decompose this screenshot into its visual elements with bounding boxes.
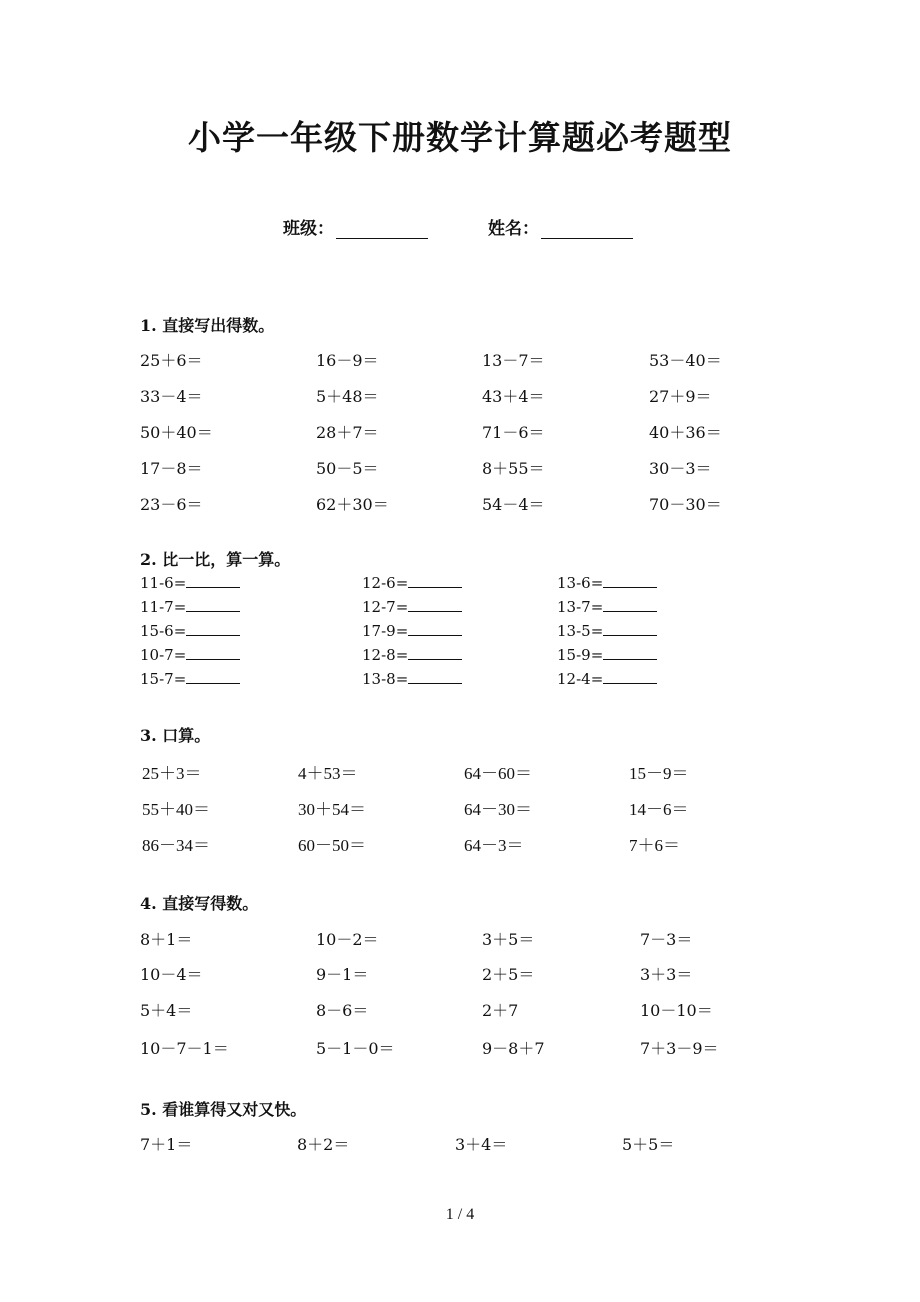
problem: 64－60＝ bbox=[464, 764, 532, 783]
problem: 12-6= bbox=[362, 572, 462, 592]
class-label: 班级： bbox=[283, 219, 334, 239]
class-field bbox=[283, 214, 428, 239]
problem: 50＋40＝ bbox=[140, 423, 213, 442]
answer-blank[interactable] bbox=[603, 668, 657, 684]
answer-blank[interactable] bbox=[408, 572, 462, 588]
problem: 5＋5＝ bbox=[622, 1135, 675, 1154]
problem: 14－6＝ bbox=[629, 800, 689, 819]
answer-blank[interactable] bbox=[603, 572, 657, 588]
problem-row bbox=[0, 620, 920, 644]
problem: 12-7= bbox=[362, 596, 462, 616]
problem: 53－40＝ bbox=[649, 351, 722, 370]
section-3-heading: 3. 口算。 bbox=[140, 726, 211, 745]
problem: 5＋4＝ bbox=[140, 1001, 193, 1020]
section-4-heading: 4. 直接写得数。 bbox=[140, 894, 259, 913]
problem-row bbox=[0, 492, 920, 516]
problem: 70－30＝ bbox=[649, 495, 722, 514]
problem-row bbox=[0, 644, 920, 668]
problem: 8＋55＝ bbox=[482, 459, 545, 478]
problem: 4＋53＝ bbox=[298, 764, 358, 783]
problem: 25＋3＝ bbox=[142, 764, 202, 783]
problem: 54－4＝ bbox=[482, 495, 545, 514]
problem: 15-7= bbox=[140, 668, 240, 688]
problem: 13-7= bbox=[557, 596, 657, 616]
problem: 15－9＝ bbox=[629, 764, 689, 783]
problem: 3＋3＝ bbox=[640, 965, 693, 984]
section-5-heading: 5. 看谁算得又对又快。 bbox=[140, 1100, 307, 1119]
problem: 23－6＝ bbox=[140, 495, 203, 514]
problem: 8＋2＝ bbox=[297, 1135, 350, 1154]
answer-blank[interactable] bbox=[408, 596, 462, 612]
problem-row bbox=[0, 384, 920, 408]
problem-row bbox=[0, 668, 920, 692]
problem: 10-7= bbox=[140, 644, 240, 664]
problem: 43＋4＝ bbox=[482, 387, 545, 406]
answer-blank[interactable] bbox=[186, 620, 240, 636]
problem: 2＋5＝ bbox=[482, 965, 535, 984]
problem: 10－10＝ bbox=[640, 1001, 713, 1020]
problem: 62＋30＝ bbox=[316, 495, 389, 514]
answer-blank[interactable] bbox=[408, 644, 462, 660]
problem: 2＋7 bbox=[482, 1001, 519, 1020]
answer-blank[interactable] bbox=[603, 596, 657, 612]
section-2-heading: 2. 比一比，算一算。 bbox=[140, 550, 291, 569]
class-blank[interactable] bbox=[336, 220, 428, 239]
problem: 64－30＝ bbox=[464, 800, 532, 819]
problem: 17-9= bbox=[362, 620, 462, 640]
problem-row bbox=[0, 831, 920, 855]
problem: 17－8＝ bbox=[140, 459, 203, 478]
answer-blank[interactable] bbox=[408, 620, 462, 636]
answer-blank[interactable] bbox=[186, 668, 240, 684]
problem: 25＋6＝ bbox=[140, 351, 203, 370]
problem: 28＋7＝ bbox=[316, 423, 379, 442]
problem-row bbox=[0, 420, 920, 444]
problem-row bbox=[0, 572, 920, 596]
problem: 10－4＝ bbox=[140, 965, 203, 984]
name-field bbox=[488, 214, 633, 239]
answer-blank[interactable] bbox=[603, 644, 657, 660]
answer-blank[interactable] bbox=[603, 620, 657, 636]
problem-row bbox=[0, 927, 920, 951]
problem-row bbox=[0, 348, 920, 372]
problem: 11-7= bbox=[140, 596, 240, 616]
problem: 5－1－0＝ bbox=[316, 1039, 395, 1058]
problem: 60－50＝ bbox=[298, 836, 366, 855]
problem: 71－6＝ bbox=[482, 423, 545, 442]
problem-row bbox=[0, 962, 920, 986]
page-number: 1 / 4 bbox=[445, 1206, 475, 1223]
problem-row bbox=[0, 1036, 920, 1060]
name-blank[interactable] bbox=[541, 220, 633, 239]
problem: 15-6= bbox=[140, 620, 240, 640]
problem: 7－3＝ bbox=[640, 930, 693, 949]
problem: 27＋9＝ bbox=[649, 387, 712, 406]
problem: 13-8= bbox=[362, 668, 462, 688]
problem: 10－2＝ bbox=[316, 930, 379, 949]
problem: 3＋5＝ bbox=[482, 930, 535, 949]
name-label: 姓名： bbox=[488, 219, 539, 239]
section-1-heading: 1. 直接写出得数。 bbox=[140, 316, 275, 335]
problem: 55＋40＝ bbox=[142, 800, 210, 819]
problem-row bbox=[0, 456, 920, 480]
problem: 11-6= bbox=[140, 572, 240, 592]
page-title: 小学一年级下册数学计算题必考题型 bbox=[188, 118, 732, 157]
problem: 7＋6＝ bbox=[629, 836, 680, 855]
problem: 3＋4＝ bbox=[455, 1135, 508, 1154]
problem: 7＋3－9＝ bbox=[640, 1039, 719, 1058]
problem: 7＋1＝ bbox=[140, 1135, 193, 1154]
problem: 16－9＝ bbox=[316, 351, 379, 370]
problem-row bbox=[0, 596, 920, 620]
problem: 13－7＝ bbox=[482, 351, 545, 370]
problem: 10－7－1＝ bbox=[140, 1039, 229, 1058]
problem: 12-4= bbox=[557, 668, 657, 688]
problem: 9－8＋7 bbox=[482, 1039, 545, 1058]
problem: 8－6＝ bbox=[316, 1001, 369, 1020]
answer-blank[interactable] bbox=[186, 572, 240, 588]
problem: 40＋36＝ bbox=[649, 423, 722, 442]
problem: 15-9= bbox=[557, 644, 657, 664]
problem: 86－34＝ bbox=[142, 836, 210, 855]
problem: 8＋1＝ bbox=[140, 930, 193, 949]
answer-blank[interactable] bbox=[186, 596, 240, 612]
problem-row bbox=[0, 998, 920, 1022]
problem: 5＋48＝ bbox=[316, 387, 379, 406]
problem: 30＋54＝ bbox=[298, 800, 366, 819]
problem: 13-6= bbox=[557, 572, 657, 592]
problem: 12-8= bbox=[362, 644, 462, 664]
problem: 9－1＝ bbox=[316, 965, 369, 984]
answer-blank[interactable] bbox=[186, 644, 240, 660]
problem-row bbox=[0, 1132, 920, 1156]
problem: 50－5＝ bbox=[316, 459, 379, 478]
problem: 33－4＝ bbox=[140, 387, 203, 406]
problem-row bbox=[0, 795, 920, 819]
problem: 30－3＝ bbox=[649, 459, 712, 478]
problem: 64－3＝ bbox=[464, 836, 524, 855]
problem: 13-5= bbox=[557, 620, 657, 640]
problem-row bbox=[0, 759, 920, 783]
answer-blank[interactable] bbox=[408, 668, 462, 684]
